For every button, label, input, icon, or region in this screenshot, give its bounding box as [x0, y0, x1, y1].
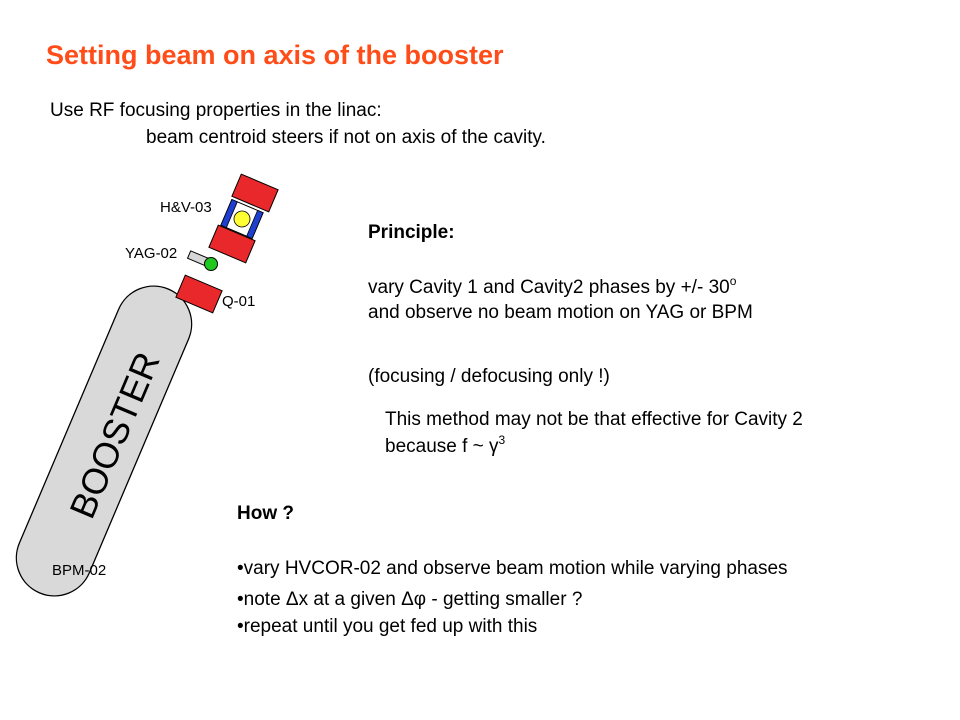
principle-heading: Principle: — [368, 222, 455, 243]
delta-phi-symbol: Δφ — [401, 589, 427, 610]
how-item-3-text: repeat until you get fed up with this — [243, 616, 538, 637]
how-heading: How ? — [237, 503, 294, 524]
how-item-1-text: vary HVCOR-02 and observe beam motion while varying phases — [243, 558, 788, 579]
yag-screen-icon — [205, 258, 218, 271]
principle-line-3: (focusing / defocusing only !) — [368, 366, 610, 387]
how-item-2-mid: at a given — [308, 589, 402, 610]
hv03-label: H&V-03 — [160, 199, 212, 216]
intro-line-2: beam centroid steers if not on axis of the cavity. — [146, 127, 546, 148]
principle-line-1-text: vary Cavity 1 and Cavity2 phases by +/- 30 — [368, 277, 730, 298]
booster-body — [5, 274, 204, 607]
principle-line-2: and observe no beam motion on YAG or BPM — [368, 302, 753, 323]
booster-label: BOOSTER — [61, 346, 168, 525]
degree-superscript: o — [729, 273, 737, 288]
how-item-2-post: - getting smaller ? — [426, 589, 583, 610]
yag02-screen — [188, 251, 218, 271]
slide-title: Setting beam on axis of the booster — [46, 40, 504, 70]
bullet-icon: • — [237, 616, 244, 637]
q01-label: Q-01 — [222, 293, 256, 310]
note-line-2-text: because f ~ — [385, 436, 490, 457]
intro-line-1: Use RF focusing properties in the linac: — [50, 100, 382, 121]
how-item-2-pre: note — [243, 589, 286, 610]
delta-x-symbol: Δx — [285, 589, 309, 610]
note-line-1: This method may not be that effective for Cavity 2 — [385, 409, 803, 430]
bullet-icon: • — [237, 558, 244, 579]
bpm02-label: BPM-02 — [52, 562, 107, 579]
bullet-icon: • — [237, 589, 244, 610]
gamma-symbol: γ — [489, 436, 499, 457]
exponent-superscript: 3 — [498, 432, 506, 447]
yag02-label: YAG-02 — [125, 245, 178, 262]
